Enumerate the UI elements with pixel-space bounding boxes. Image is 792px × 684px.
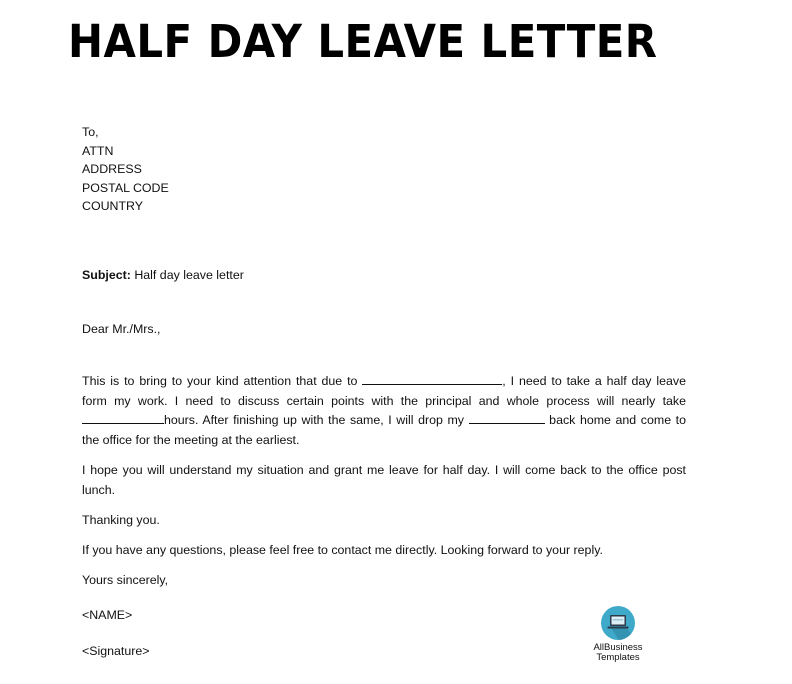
paragraph-1-part-2: , I need to take a half day leave form my work. I need to discuss certain points with the principal and whole process will nearly take (82, 374, 686, 408)
paragraph-1-part-4: back home and come to the office for the meeting at the earliest. (82, 413, 687, 447)
recipient-line-country: COUNTRY (82, 199, 144, 213)
recipient-line-address: ADDRESS (82, 162, 142, 176)
logo-text-line-1: AllBusiness (593, 642, 643, 653)
logo-text-line-2: Templates (596, 652, 640, 663)
subject-line (82, 266, 244, 284)
body-paragraph-2: I hope you will understand my situation and grant me leave for half day. I will come back to the office post lunch. (82, 463, 686, 497)
subject-text: Half day leave letter (130, 268, 244, 282)
name-placeholder: <NAME> (82, 608, 133, 622)
hours-blank (82, 411, 164, 424)
thanks-line: Thanking you. (82, 513, 160, 527)
body-paragraph-1 (82, 372, 686, 450)
recipient-line-postal-code: POSTAL CODE (82, 180, 169, 195)
person-blank (469, 411, 545, 424)
document-title: HALF DAY LEAVE LETTER (68, 15, 658, 68)
questions-line: If you have any questions, please feel free to contact me directly. Looking forward to your reply. (82, 543, 603, 557)
greeting: Dear Mr./Mrs., (82, 322, 161, 336)
recipient-line-to: To, (82, 125, 99, 139)
signature-placeholder: <Signature> (82, 644, 150, 658)
recipient-line-attn: ATTN (82, 143, 114, 158)
subject-label: Subject: (82, 268, 131, 282)
paragraph-1-part-3: hours. After finishing up with the same, I will drop my (164, 413, 469, 427)
laptop-icon (601, 606, 635, 640)
reason-blank (362, 372, 502, 385)
allbusiness-templates-logo (592, 606, 644, 663)
paragraph-1-part-1: This is to bring to your kind attention that due to (82, 374, 363, 388)
closing-line: Yours sincerely, (82, 573, 169, 587)
recipient-address (82, 123, 169, 216)
